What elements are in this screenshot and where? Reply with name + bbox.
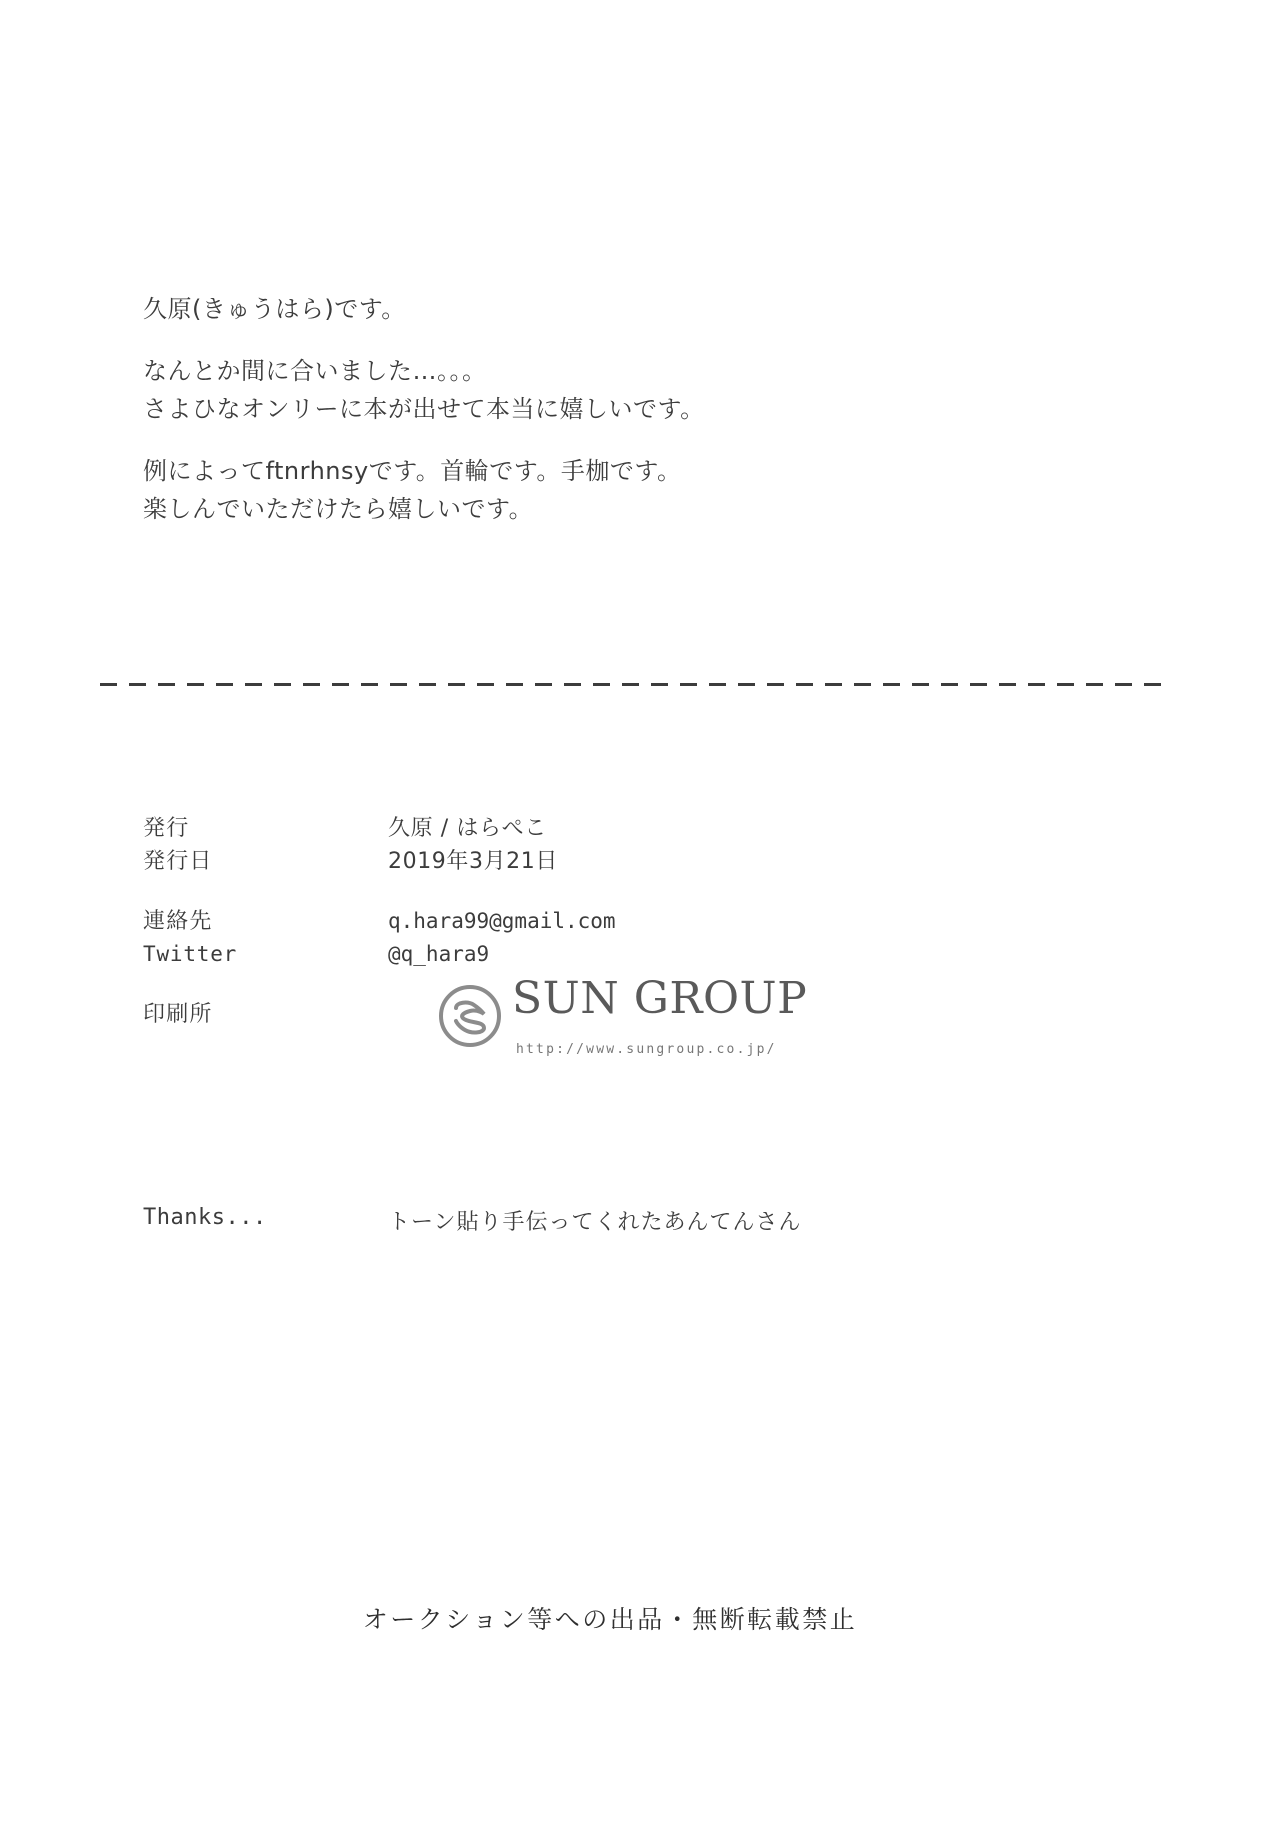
colophon-spacer-1 [143,878,1123,905]
colophon-details [143,812,1123,1060]
afterword-text-block [143,290,1043,528]
afterword-line-2: なんとか間に合いました…。。。 [143,357,487,385]
sun-group-logo [438,973,838,1060]
publish-date-value: 2019年3月21日 [388,849,558,874]
thanks-label: Thanks... [143,1205,267,1230]
publisher-value: 久原 / はらぺこ [388,816,547,841]
twitter-label: Twitter [143,942,238,966]
printer-label: 印刷所 [143,1002,213,1027]
publish-date-label: 発行日 [143,849,213,874]
afterword-line-4: 例によってftnrhnsyです。首輪です。手枷です。 [143,457,682,485]
colophon-row-twitter [143,938,1123,971]
afterword-line-1: 久原(きゅうはら)です。 [143,295,406,323]
thanks-value: トーン貼り手伝ってくれたあんてんさん [388,1210,802,1235]
afterword-line-3: さよひなオンリーに本が出せて本当に嬉しいです。 [143,395,705,423]
publisher-label: 発行 [143,816,190,841]
contact-label: 連絡先 [143,909,213,934]
afterword-line-5: 楽しんでいただけたら嬉しいです。 [143,495,534,523]
footer-notice [0,1600,1280,1636]
afterword-spacer-2 [143,428,1043,452]
colophon-row-publish-date [143,845,1123,878]
colophon-row-contact [143,905,1123,938]
sun-group-logo-icon [438,984,502,1048]
colophon-row-publisher [143,812,1123,845]
afterword-spacer-1 [143,328,1043,352]
dashed-divider [100,683,1163,686]
footer-notice-text: オークション等への出品・無断転載禁止 [362,1605,858,1634]
colophon-row-printer [143,973,1123,1060]
twitter-handle[interactable]: @q_hara9 [388,942,490,966]
sun-group-logo-text: SUN GROUP [512,973,808,1024]
sun-group-logo-url[interactable]: http://www.sungroup.co.jp/ [516,1042,777,1057]
thanks-section [143,1205,802,1236]
contact-email[interactable]: q.hara99@gmail.com [388,909,616,933]
